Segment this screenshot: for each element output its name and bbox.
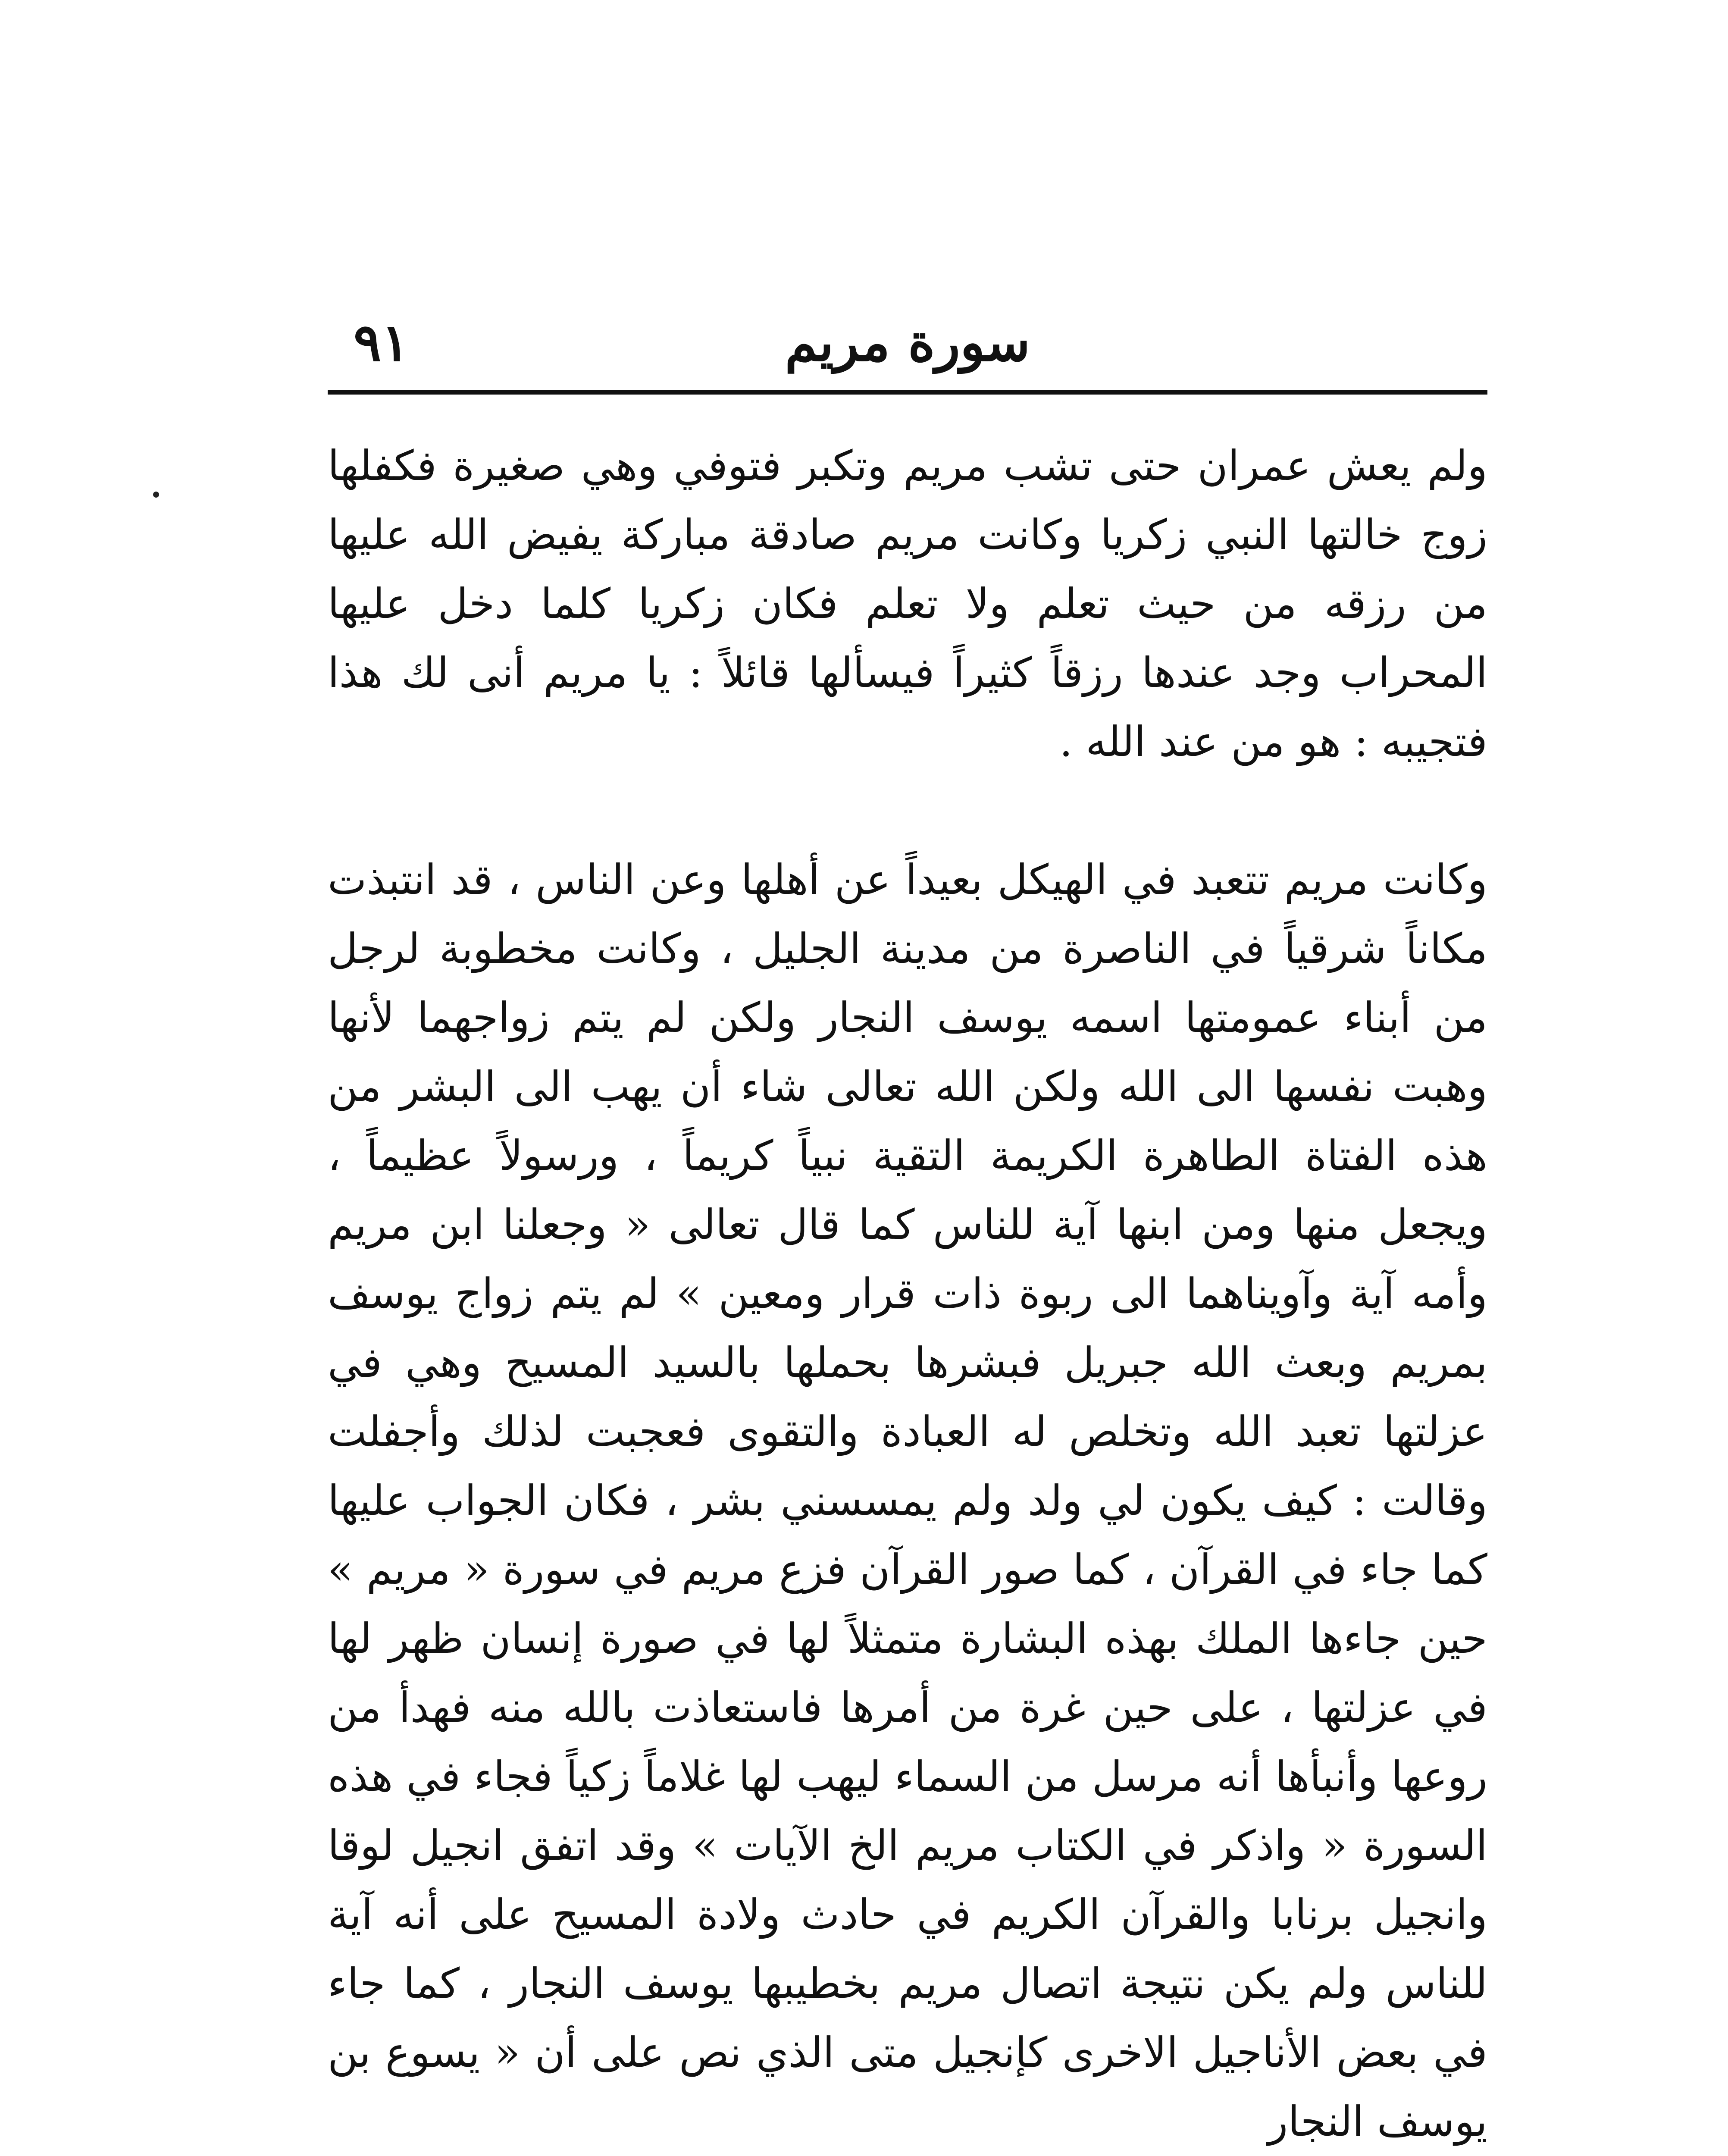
page-title: سورة مريم [785, 312, 1030, 373]
header-divider [328, 390, 1487, 395]
page-number: ٩١ [354, 312, 409, 373]
paragraph-1: ولم يعش عمران حتى تشب مريم وتكبر فتوفي وهي صغيرة فكفلها زوج خالتها النبي زكريا وكانت مريم صادقة مباركة يفيض الله عليها من رزقه من حيث تعلم ولا تعلم فكان زكريا كلما دخل عليها المحراب وجد عندها رزقاً كثيراً فيسألها قائلاً : يا مريم أنى لك هذا فتجيبه : هو من عند الله . [328, 442, 1488, 766]
body-text [328, 431, 1487, 2156]
page-header [328, 302, 1487, 388]
paragraph-2: وكانت مريم تتعبد في الهيكل بعيداً عن أهلها وعن الناس ، قد انتبذت مكاناً شرقياً في الناصرة من مدينة الجليل ، وكانت مخطوبة لرجل من أبناء عمومتها اسمه يوسف النجار ولكن لم يتم زواجهما لأنها وهبت نفسها الى الله ولكن الله تعالى شاء أن يهب الى البشر من هذه الفتاة الطاهرة الكريمة التقية نبياً كريماً ، ورسولاً عظيماً ، ويجعل منها ومن ابنها آية للناس كما قال تعالى « وجعلنا ابن مريم وأمه آية وآويناهما الى ربوة ذات قرار ومعين » لم يتم زواج يوسف بمريم وبعث الله جبريل فبشرها بحملها بالسيد المسيح وهي في عزلتها تعبد الله وتخلص له العبادة والتقوى فعجبت لذلك وأجفلت وقالت : كيف يكون لي ولد ولم يمسسني بشر ، فكان الجواب عليها كما جاء في القرآن ، كما صور القرآن فزع مريم في سورة « مريم » حين جاءها الملك بهذه البشارة متمثلاً لها في صورة إنسان ظهر لها في عزلتها ، على حين غرة من أمرها فاستعاذت بالله منه فهدأ من روعها وأنبأها أنه مرسل من السماء ليهب لها غلاماً زكياً فجاء في هذه السورة « واذكر في الكتاب مريم الخ الآيات » وقد اتفق انجيل لوقا وانجيل برنابا والقرآن الكريم في حادث ولادة المسيح على أنه آية للناس ولم يكن نتيجة اتصال مريم بخطيبها يوسف النجار ، كما جاء في بعض الأناجيل الاخرى كإنجيل متى الذي نص على أن « يسوع بن يوسف النجار [328, 856, 1488, 2146]
print-speck [153, 492, 159, 498]
